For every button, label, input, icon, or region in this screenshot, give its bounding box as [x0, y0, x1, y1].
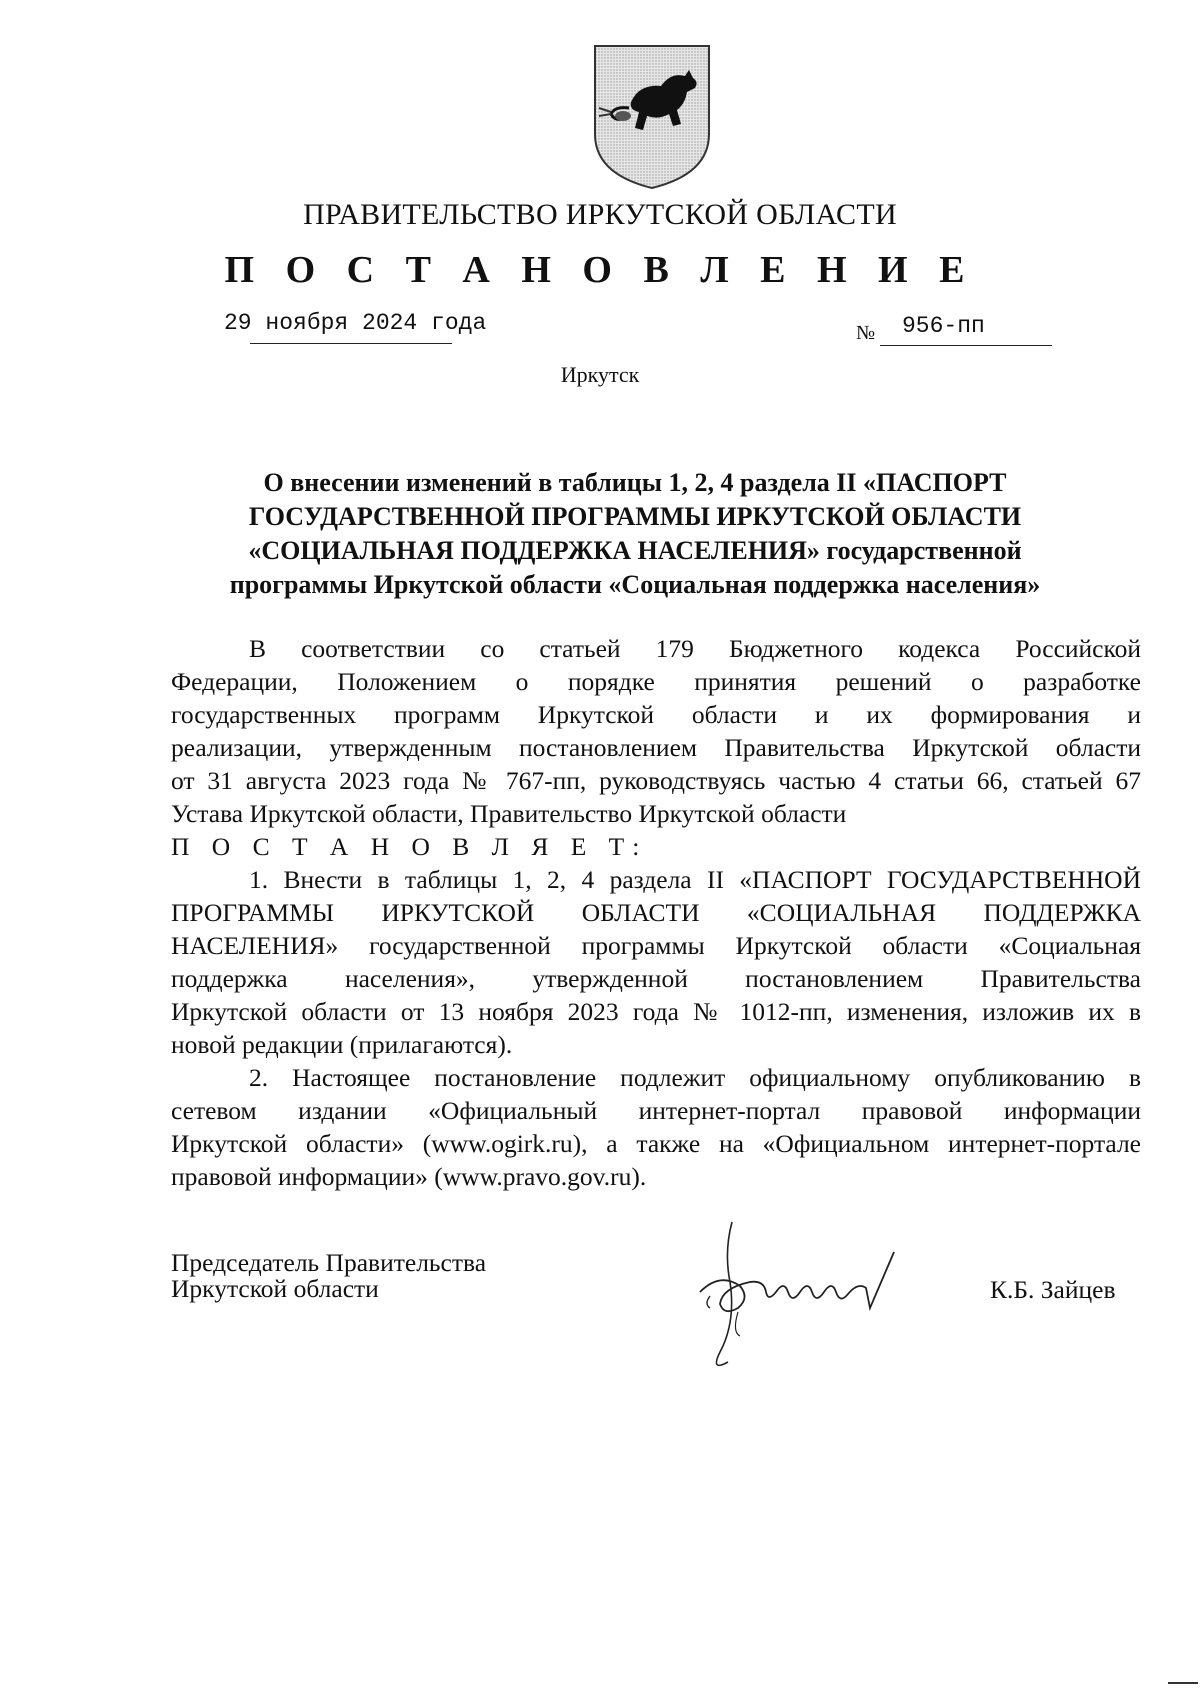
preamble-line: государственных программ Иркутской области и их формирования и	[171, 700, 1141, 729]
signer-position	[171, 1250, 486, 1302]
heading-line: О внесении изменений в таблицы 1, 2, 4 раздела II «ПАСПОРТ	[263, 468, 1007, 497]
item-1-line: 1. Внести в таблицы 1, 2, 4 раздела II «ПАСПОРТ ГОСУДАРСТВЕННОЙ	[249, 865, 1141, 894]
coat-of-arms-emblem	[589, 42, 715, 192]
signer-position-line: Иркутской области	[171, 1274, 379, 1303]
handwritten-signature	[680, 1212, 940, 1377]
item-2-line: правовой информации» (www.pravo.gov.ru).	[171, 1162, 647, 1191]
signer-position-line: Председатель Правительства	[171, 1248, 487, 1277]
government-title: ПРАВИТЕЛЬСТВО ИРКУТСКОЙ ОБЛАСТИ	[303, 198, 897, 231]
preamble-line: В соответствии со статьей 179 Бюджетного кодекса Российской	[249, 634, 1141, 663]
scan-edge-mark	[1168, 1682, 1198, 1684]
signer-name: К.Б. Зайцев	[990, 1275, 1116, 1304]
document-heading	[170, 466, 1100, 602]
item-2-line: сетевом издании «Официальный интернет-портал правовой информации	[171, 1096, 1141, 1125]
document-body	[171, 632, 1141, 1193]
item-1-line: поддержка населения», утвержденной постановлением Правительства	[171, 964, 1141, 993]
item-1-line: новой редакции (прилагаются).	[171, 1030, 513, 1059]
item-2-line: 2. Настоящее постановление подлежит официальному опубликованию в	[249, 1063, 1141, 1092]
city-name: Иркутск	[560, 362, 640, 387]
preamble-line: Устава Иркутской области, Правительство Иркутской области	[171, 799, 847, 828]
item-1-line: ПРОГРАММЫ ИРКУТСКОЙ ОБЛАСТИ «СОЦИАЛЬНАЯ ПОДДЕРЖКА	[171, 898, 1141, 927]
number-underline	[880, 345, 1052, 346]
preamble-line: реализации, утвержденным постановлением Правительства Иркутской области	[171, 733, 1141, 762]
item-1-line: Иркутской области от 13 ноября 2023 года № 1012-пп, изменения, изложив их в	[171, 997, 1141, 1026]
preamble-line: Федерации, Положением о порядке принятия решений о разработке	[171, 667, 1141, 696]
document-type-title: П О С Т А Н О В Л Е Н И Е	[224, 249, 976, 291]
heading-line: «СОЦИАЛЬНАЯ ПОДДЕРЖКА НАСЕЛЕНИЯ» государственной	[248, 536, 1022, 565]
preamble-line: от 31 августа 2023 года № 767-пп, руководствуясь частью 4 статьи 66, статьей 67	[171, 766, 1141, 795]
document-number: 956-пп	[902, 313, 985, 339]
heading-line: ГОСУДАРСТВЕННОЙ ПРОГРАММЫ ИРКУТСКОЙ ОБЛАСТИ	[248, 502, 1022, 531]
item-2-line: Иркутской области» (www.ogirk.ru), а также на «Официальном интернет-портале	[171, 1129, 1141, 1158]
heading-line: программы Иркутской области «Социальная поддержка населения»	[229, 570, 1041, 599]
number-sign: №	[856, 322, 876, 344]
document-date: 29 ноября 2024 года	[224, 310, 487, 336]
date-underline	[250, 343, 452, 344]
item-1-line: НАСЕЛЕНИЯ» государственной программы Иркутской области «Социальная	[171, 931, 1141, 960]
resolves-heading: П О С Т А Н О В Л Я Е Т:	[171, 832, 648, 861]
